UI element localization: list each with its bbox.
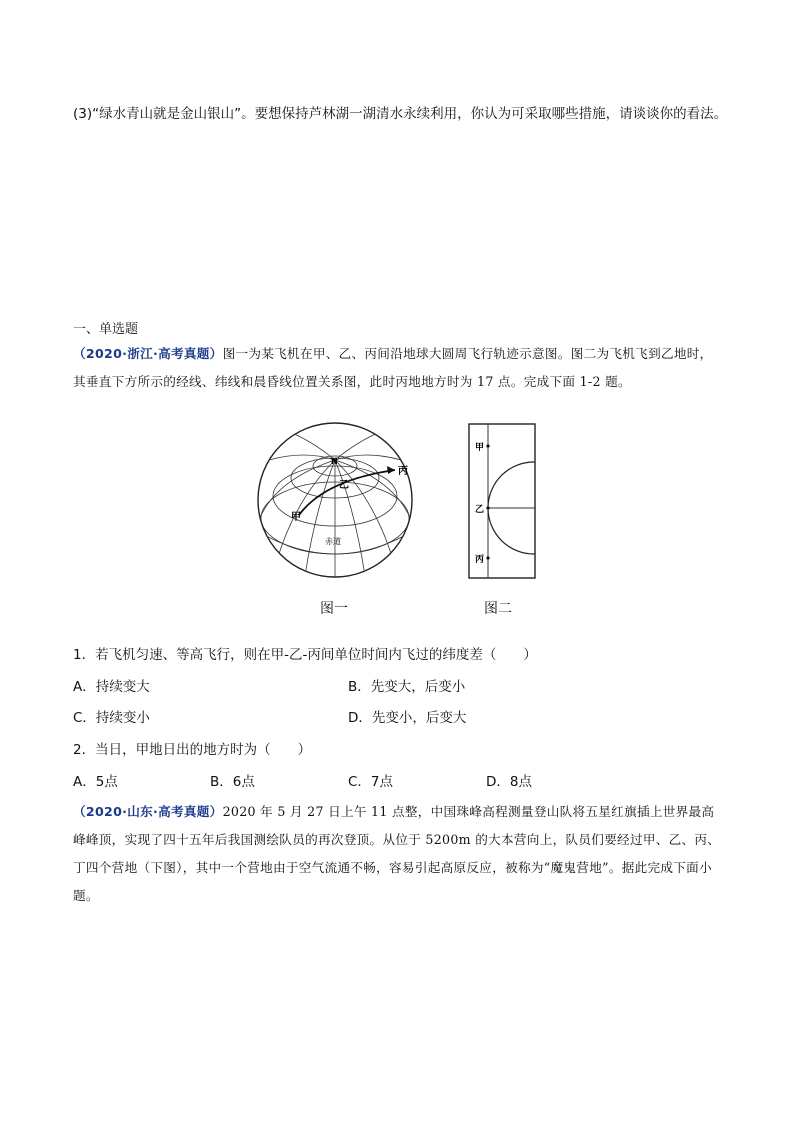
- fig2-bing-label: 丙: [475, 555, 485, 565]
- question-2-option-c: C．7点: [348, 774, 394, 790]
- question-1-option-c: C．持续变小: [73, 710, 150, 726]
- question-3-text: (3)“绿水青山就是金山银山”。要想保持芦林湖一湖清水永续利用，你认为可采取哪些措施，请谈谈你的看法。: [73, 106, 728, 122]
- question-2-stem: 2．当日，甲地日出的地方时为（ ）: [73, 742, 312, 758]
- question-1-option-b: B．先变大，后变小: [348, 679, 466, 695]
- question-2-option-a: A．5点: [73, 774, 118, 790]
- figure-1-caption: 图一: [320, 601, 348, 617]
- fig1-bing-label: 丙: [398, 466, 408, 477]
- fig1-equator-label: 赤道: [325, 537, 341, 546]
- question-1-option-d: D．先变小，后变大: [348, 710, 467, 726]
- passage-2-source: （2020·山东·高考真题）: [73, 804, 223, 819]
- figure-2-diagram: [466, 422, 538, 580]
- fig1-yi-label: 乙: [339, 480, 349, 491]
- fig2-jia-label: 甲: [475, 443, 485, 453]
- passage-2-text: 2020 年 5 月 27 日上午 11 点整，中国珠峰高程测量登山队将五星红旗插上世界最高峰峰顶，实现了四十五年后我国测绘队员的再次登顶。从位于 5200m 的大本营向上，队员们要经过甲、乙、丙、丁四个营地（下图），其中一个营地由于空气流通不畅，容易引起高原反应，被称为“魔鬼营地”。据此完成下面小题。: [73, 804, 721, 903]
- question-2-option-b: B．6点: [210, 774, 255, 790]
- section-title: 一、单选题: [73, 322, 139, 337]
- passage-1-source: （2020·浙江·高考真题）: [73, 346, 223, 361]
- fig1-jia-label: 甲: [291, 512, 301, 523]
- fig2-yi-label: 乙: [475, 505, 485, 515]
- figure-2-caption: 图二: [484, 601, 512, 617]
- passage-1: [73, 340, 725, 396]
- figure-1-globe: [255, 420, 415, 580]
- passage-1-text: 图一为某飞机在甲、乙、丙间沿地球大圆周飞行轨迹示意图。图二为飞机飞到乙地时，其垂直下方所示的经线、纬线和晨昏线位置关系图，此时丙地地方时为 17 点。完成下面 1-2 题。: [73, 346, 713, 389]
- passage-2: [73, 798, 725, 910]
- question-2-option-d: D．8点: [486, 774, 532, 790]
- fig1-north-label: N: [331, 457, 338, 466]
- question-1-stem: 1．若飞机匀速、等高飞行，则在甲-乙-丙间单位时间内飞过的纬度差（ ）: [73, 647, 537, 663]
- question-1-option-a: A．持续变大: [73, 679, 150, 695]
